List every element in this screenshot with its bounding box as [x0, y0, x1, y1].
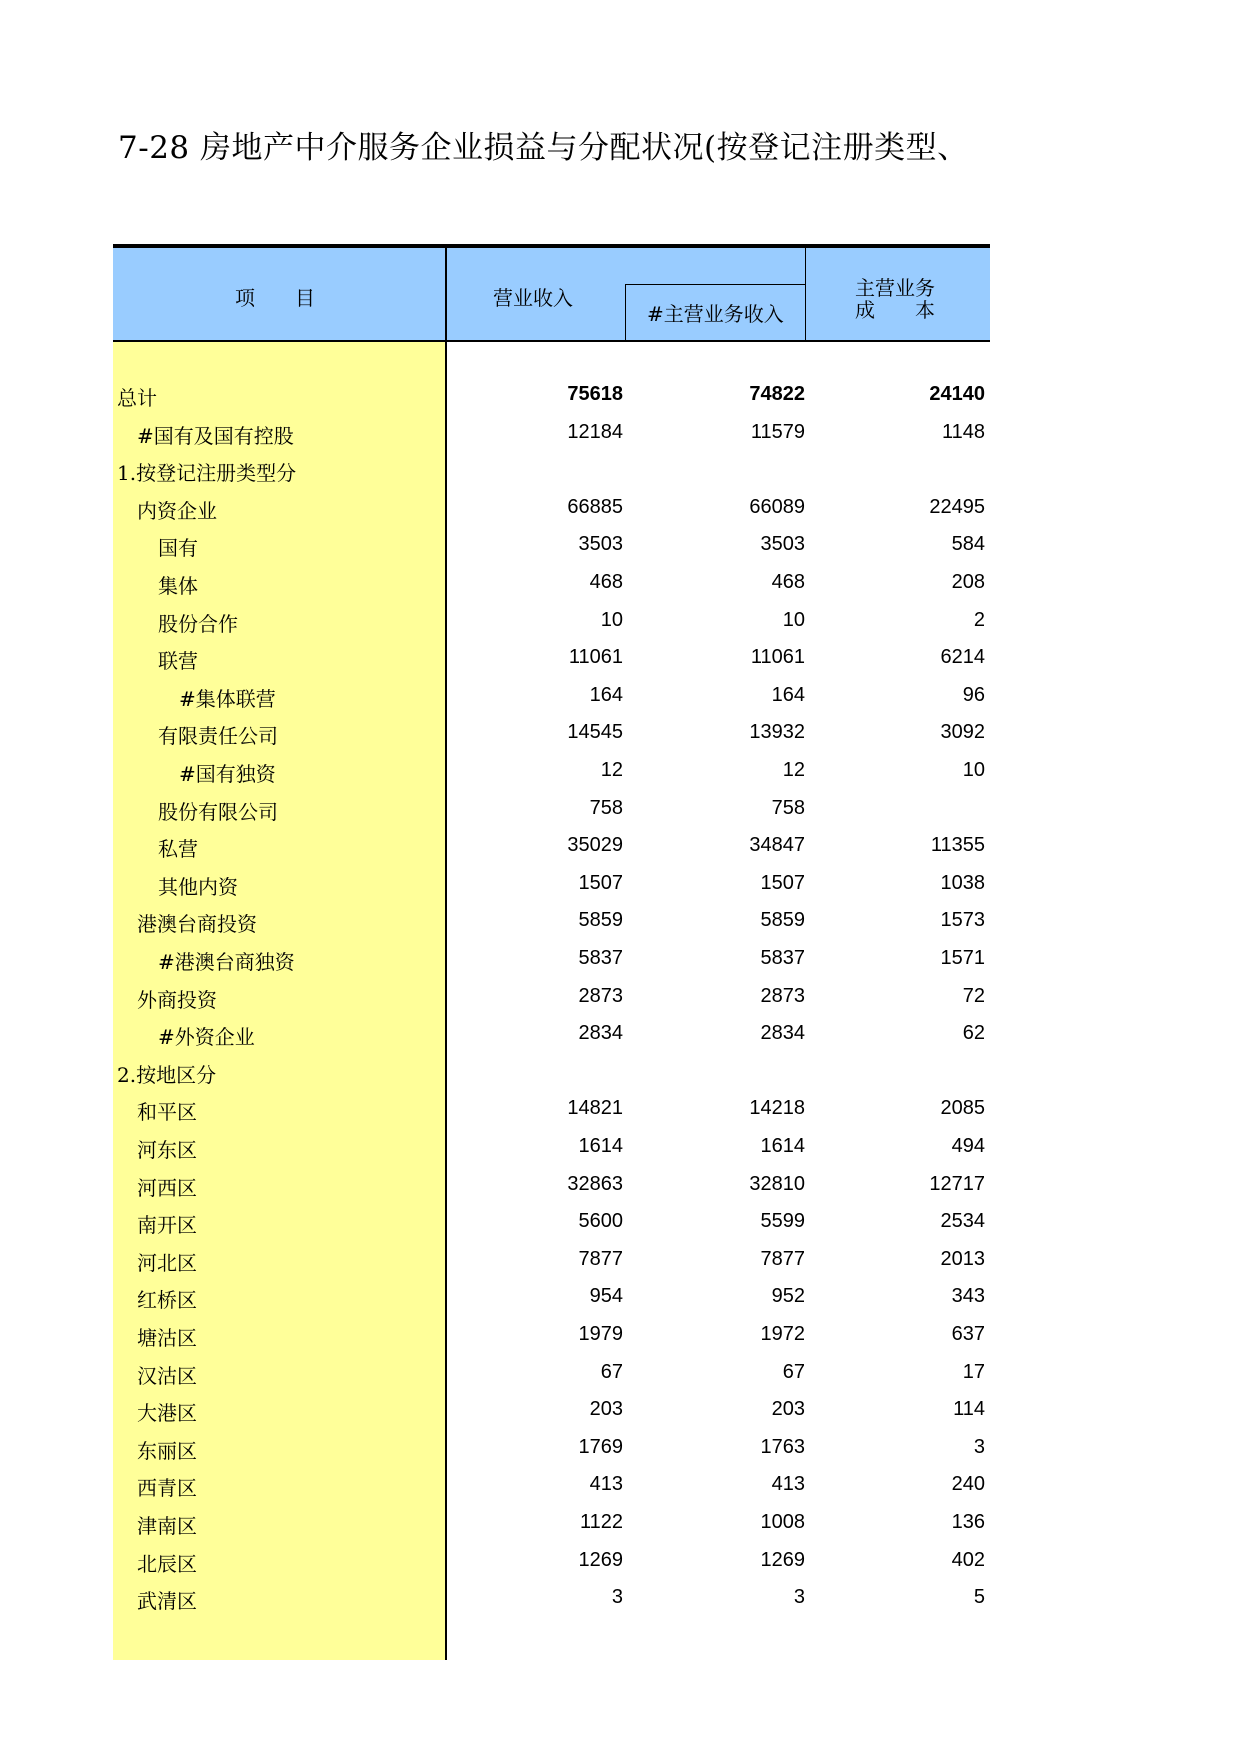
row-value-main-cost: 114	[953, 1398, 985, 1421]
row-value-revenue: 1614	[578, 1135, 623, 1157]
table-row	[113, 639, 990, 677]
row-value-main-revenue: 1008	[760, 1511, 805, 1533]
row-label: 武清区	[137, 1589, 197, 1614]
row-label: #国有独资	[179, 762, 276, 786]
row-value-main-cost: 11355	[930, 834, 985, 857]
row-value-revenue: 5837	[578, 947, 623, 969]
row-value-main-cost: 402	[951, 1548, 985, 1571]
row-label: 1.按登记注册类型分	[117, 461, 297, 486]
row-label: 河北区	[137, 1250, 197, 1275]
row-value-main-cost: 1148	[941, 420, 985, 443]
table-row	[113, 1128, 990, 1166]
header-revenue: 营业收入	[493, 286, 573, 310]
row-label: 其他内资	[158, 874, 238, 899]
row-value-main-cost: 494	[951, 1135, 985, 1157]
row-value-main-revenue: 14218	[749, 1097, 805, 1120]
row-value-main-cost: 24140	[929, 383, 985, 405]
row-value-main-cost: 208	[951, 571, 985, 593]
row-label: 大港区	[137, 1401, 197, 1426]
row-label: 国有	[158, 536, 198, 561]
table-row	[113, 790, 990, 828]
row-value-main-cost: 2085	[940, 1097, 985, 1120]
row-value-revenue: 1122	[579, 1511, 623, 1533]
row-value-main-revenue: 1507	[760, 871, 805, 894]
row-value-main-cost: 343	[951, 1285, 985, 1308]
row-label: 总计	[117, 386, 157, 410]
row-value-revenue: 14545	[567, 721, 623, 744]
row-label: 红桥区	[137, 1288, 197, 1313]
row-value-main-revenue: 74822	[749, 383, 805, 405]
table-row	[113, 752, 990, 790]
row-value-main-cost: 17	[962, 1360, 985, 1383]
row-value-main-revenue: 11579	[750, 420, 805, 443]
table-row	[113, 940, 990, 978]
row-value-revenue: 758	[589, 796, 623, 819]
table-row	[113, 1053, 990, 1091]
row-label: #外资企业	[158, 1025, 255, 1050]
row-value-main-revenue: 66089	[749, 495, 805, 518]
row-value-revenue: 468	[589, 571, 623, 593]
row-value-main-revenue: 2834	[760, 1022, 805, 1045]
row-value-revenue: 12184	[567, 420, 623, 443]
row-value-main-cost: 3	[973, 1435, 985, 1458]
row-label: 西青区	[137, 1476, 197, 1501]
table-row	[113, 677, 990, 715]
header-item: 项 目	[235, 286, 315, 310]
table-row	[113, 827, 990, 865]
row-value-revenue: 66885	[567, 495, 623, 518]
row-label: #集体联营	[179, 686, 276, 711]
row-value-main-cost: 22495	[929, 495, 985, 518]
row-value-main-cost: 62	[962, 1022, 985, 1045]
table-row	[113, 865, 990, 903]
row-value-main-revenue: 12	[782, 759, 805, 781]
row-value-main-cost: 2013	[940, 1247, 985, 1270]
row-value-main-cost: 2534	[940, 1210, 985, 1233]
row-value-main-cost: 1571	[940, 947, 985, 969]
row-value-main-revenue: 3503	[760, 533, 805, 556]
row-value-main-cost: 584	[951, 533, 985, 556]
row-label: 私营	[158, 837, 198, 862]
row-label: 有限责任公司	[158, 724, 278, 749]
row-value-main-revenue: 5837	[760, 947, 805, 969]
table-row	[113, 1203, 990, 1241]
table-row	[113, 1015, 990, 1053]
row-label: 内资企业	[137, 498, 217, 523]
row-label: 汉沽区	[137, 1363, 197, 1388]
row-label: 河西区	[137, 1175, 197, 1200]
row-value-revenue: 413	[589, 1473, 623, 1496]
row-value-revenue: 7877	[578, 1247, 623, 1270]
table-row	[113, 1166, 990, 1204]
table-row	[113, 714, 990, 752]
row-label: 外商投资	[137, 987, 217, 1012]
row-value-main-cost: 136	[951, 1511, 985, 1533]
table-row	[113, 489, 990, 527]
row-value-main-revenue: 7877	[760, 1247, 805, 1270]
row-label: 塘沽区	[137, 1326, 197, 1350]
row-value-main-revenue: 1763	[760, 1435, 805, 1458]
row-value-revenue: 12	[600, 759, 623, 781]
table-row	[113, 414, 990, 452]
row-value-main-revenue: 1972	[760, 1323, 805, 1345]
header-main-revenue: #主营业务收入	[647, 302, 784, 326]
row-label: 联营	[158, 649, 198, 674]
row-value-main-revenue: 32810	[749, 1172, 805, 1195]
row-value-revenue: 5859	[578, 909, 623, 932]
row-label: 北辰区	[137, 1551, 197, 1576]
row-value-main-revenue: 164	[771, 683, 805, 706]
table-row	[113, 376, 990, 414]
row-value-main-revenue: 2873	[760, 984, 805, 1007]
row-value-main-revenue: 5599	[760, 1210, 805, 1233]
header-divider-1	[445, 248, 447, 340]
row-label: 股份有限公司	[158, 799, 278, 824]
row-value-main-revenue: 203	[771, 1398, 805, 1421]
row-value-main-cost: 96	[962, 683, 985, 706]
row-value-main-cost: 72	[962, 984, 985, 1007]
table-row	[113, 978, 990, 1016]
row-value-main-revenue: 5859	[760, 909, 805, 932]
header-divider-3	[805, 248, 806, 340]
row-label: 津南区	[137, 1514, 197, 1538]
row-label: 和平区	[137, 1100, 197, 1125]
row-value-revenue: 2873	[578, 984, 623, 1007]
row-value-revenue: 954	[589, 1285, 623, 1308]
row-value-main-revenue: 952	[771, 1285, 805, 1308]
row-value-revenue: 35029	[567, 834, 623, 857]
row-label: 股份合作	[158, 611, 238, 636]
row-value-main-cost: 5	[973, 1586, 985, 1609]
row-value-main-cost: 637	[951, 1323, 985, 1345]
row-value-revenue: 1269	[578, 1548, 623, 1571]
row-value-main-revenue: 468	[771, 571, 805, 593]
table-row	[113, 1466, 990, 1504]
row-label: #港澳台商独资	[158, 950, 295, 974]
row-value-main-revenue: 1614	[760, 1135, 805, 1157]
table-row	[113, 1241, 990, 1279]
row-value-revenue: 5600	[578, 1210, 623, 1233]
table-row	[113, 1579, 990, 1617]
row-label: 集体	[158, 574, 198, 598]
row-value-main-cost: 2	[973, 608, 985, 631]
row-value-main-cost: 1573	[940, 909, 985, 932]
row-value-revenue: 2834	[578, 1022, 623, 1045]
row-value-revenue: 164	[589, 683, 623, 706]
row-value-revenue: 67	[600, 1360, 623, 1383]
row-value-revenue: 3	[611, 1586, 623, 1609]
header-main-cost-line2: 成 本	[855, 298, 935, 322]
row-value-main-revenue: 34847	[749, 834, 805, 857]
row-value-revenue: 11061	[568, 646, 623, 669]
row-value-main-revenue: 413	[771, 1473, 805, 1496]
row-value-revenue: 32863	[567, 1172, 623, 1195]
table-row	[113, 564, 990, 602]
row-value-main-revenue: 758	[771, 796, 805, 819]
table-row	[113, 602, 990, 640]
table-row	[113, 451, 990, 489]
row-label: 港澳台商投资	[137, 912, 257, 937]
row-value-main-cost: 12717	[929, 1172, 985, 1195]
row-label: 河东区	[137, 1138, 197, 1162]
row-value-main-revenue: 11061	[750, 646, 805, 669]
table-row	[113, 1354, 990, 1392]
row-value-revenue: 75618	[567, 383, 623, 405]
row-value-main-cost: 1038	[940, 871, 985, 894]
table-row	[113, 1278, 990, 1316]
row-label: #国有及国有控股	[137, 423, 294, 448]
row-value-main-cost: 10	[962, 759, 985, 781]
page-title: 7-28 房地产中介服务企业损益与分配状况(按登记注册类型、	[118, 130, 969, 166]
table-row	[113, 902, 990, 940]
row-value-main-revenue: 3	[793, 1586, 805, 1609]
row-value-main-cost: 3092	[940, 721, 985, 744]
table-row	[113, 1429, 990, 1467]
row-label: 东丽区	[137, 1438, 197, 1463]
header-subrule	[625, 284, 806, 285]
header-main-cost-line1: 主营业务	[855, 276, 935, 300]
row-value-main-cost: 6214	[940, 646, 985, 669]
table-row	[113, 1542, 990, 1580]
row-value-revenue: 203	[589, 1398, 623, 1421]
table-row	[113, 1391, 990, 1429]
row-label: 2.按地区分	[117, 1062, 217, 1087]
row-value-revenue: 1979	[578, 1323, 623, 1345]
row-label: 南开区	[137, 1213, 197, 1238]
table-row	[113, 526, 990, 564]
row-value-main-revenue: 10	[782, 608, 805, 631]
header-divider-2	[625, 284, 626, 340]
row-value-revenue: 14821	[567, 1097, 623, 1120]
row-value-main-cost: 240	[951, 1473, 985, 1496]
table-row	[113, 1090, 990, 1128]
table-header	[113, 248, 990, 342]
row-value-main-revenue: 67	[782, 1360, 805, 1383]
row-value-main-revenue: 13932	[749, 721, 805, 744]
row-value-revenue: 10	[600, 608, 623, 631]
row-value-revenue: 1769	[578, 1435, 623, 1458]
row-value-revenue: 3503	[578, 533, 623, 556]
row-value-revenue: 1507	[578, 871, 623, 894]
table-row	[113, 1504, 990, 1542]
row-value-main-revenue: 1269	[760, 1548, 805, 1571]
table-row	[113, 1316, 990, 1354]
